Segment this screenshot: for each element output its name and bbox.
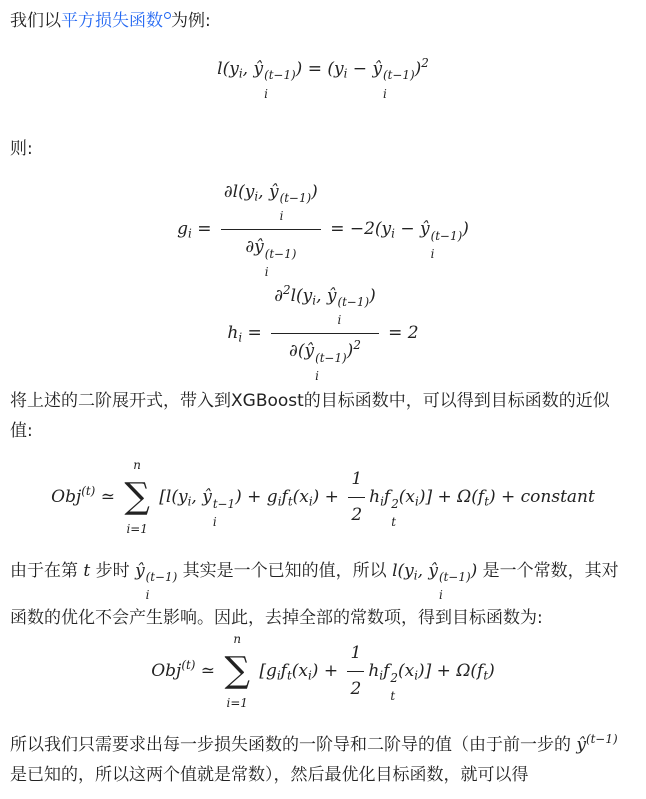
search-icon [164,12,171,19]
math-superscript: (t−1) [264,246,297,261]
math-superscript: (t−1) [279,191,312,206]
math-text: l(y [392,561,414,581]
math-subscript: t [483,668,489,683]
math-text: ) + constant [488,487,595,508]
sum-upper-limit: n [233,632,242,646]
math-text: , ŷ [417,561,438,581]
math-subscript: i [337,313,342,328]
math-text: h [227,323,239,344]
math-subsup [280,190,312,224]
math-text: l(y [290,286,313,306]
math-subscript: i [276,668,281,683]
equation-gradient [0,180,646,280]
math-text: h [368,661,380,682]
math-superscript: (t−1) [430,228,463,243]
math-text: ) + [312,487,345,508]
math-text: = [242,323,268,344]
fraction-denominator [286,334,364,383]
math-subscript: i [315,368,319,383]
math-subsup [383,67,415,101]
math-expression [51,458,595,537]
math-subsup [315,350,347,384]
summation [124,458,149,538]
math-text: ) [470,561,478,581]
math-text: ) [414,59,422,80]
math-expression [151,632,495,711]
paragraph-text: 则: [10,139,33,159]
math-text: (x [291,661,308,682]
math-subscript: i [430,246,435,261]
equation-loss [0,58,646,102]
math-text: ) [462,219,469,240]
math-subscript: i [343,66,348,81]
math-text: f [281,487,288,508]
math-fraction [271,284,379,384]
math-subscript: t [391,514,396,529]
math-text: , ŷ [191,487,212,508]
math-text: ) [311,182,318,202]
math-subscript: i [307,668,312,683]
math-superscript: 2 [283,282,291,297]
math-text: ≃ [195,661,221,682]
math-subsup [431,228,463,262]
math-text: = −2(y [324,219,392,240]
intro-paragraph [10,6,630,36]
math-subscript: t [484,494,489,509]
math-text: ) [488,661,495,682]
math-subscript: i [383,86,387,101]
math-text: [g [253,661,277,682]
math-superscript: (t−1) [337,295,370,310]
math-text: 2 [351,505,363,526]
math-text: (x [397,661,415,682]
math-subscript: i [413,568,418,583]
math-text: − ŷ [394,219,430,240]
math-subsup [146,569,178,603]
math-superscript: (t) [81,484,96,499]
fraction-numerator [271,284,379,334]
math-text: f [383,661,390,682]
paragraph-text: 将上述的二阶展开式，带入到XGBoost的目标函数中，可以得到目标函数的近似值: [10,391,610,441]
math-text: ) [346,341,354,362]
sum-upper-limit: n [133,458,141,472]
sum-lower-limit: i=1 [126,522,148,537]
paragraph-text: 为例: [171,11,211,31]
math-expression [227,282,419,383]
math-superscript: (t−1) [145,570,178,585]
math-superscript: 2 [353,338,361,353]
paragraph-text: 是一个常数，其对函数的优化不会产生影响。因此，去掉全部的常数项，得到目标函数为: [10,561,619,629]
math-subsup [264,67,296,101]
math-text: , ŷ [242,59,264,80]
constant-paragraph [10,556,630,633]
math-superscript: (t−1) [315,350,347,365]
sum-lower-limit: i=1 [226,696,248,711]
math-text: ∂ [274,286,283,306]
math-subscript: t [287,494,293,509]
math-subsup [391,496,399,530]
final-paragraph [10,730,630,790]
math-text: 1 [351,468,363,489]
math-text: − ŷ [347,59,383,80]
math-subsup [439,569,471,603]
math-text: , ŷ [316,286,337,306]
math-text: 2 [350,679,362,700]
math-subscript: i [308,494,313,509]
math-expression [177,182,469,279]
math-subscript: i [187,494,192,509]
math-subscript: t [286,668,292,683]
math-superscript: 2 [421,56,429,70]
paragraph-text: 是已知的，所以这两个值就是常数），然后最优化目标函数，就可以得 [10,765,529,785]
math-expression [217,56,429,101]
math-subscript: i [439,588,443,603]
math-superscript: (t) [181,658,196,673]
math-subscript: i [264,86,268,101]
math-text: ) [369,286,376,306]
inline-math [135,561,178,603]
math-text: = 2 [382,323,419,344]
math-text: Obj [151,661,182,682]
math-text: h [369,487,381,508]
paragraph-text: 所以我们只需要求出每一步损失函数的一阶导和二阶导的值（由于前一步的 [10,735,577,755]
math-subsup [265,246,297,280]
math-subsup [213,496,235,530]
math-text: ≃ [95,487,121,508]
math-superscript: 2 [391,496,399,511]
math-text: 1 [350,642,362,663]
fraction-numerator [221,180,321,230]
equation-objective-simplified [0,632,646,712]
math-text: ) + [311,661,344,682]
math-subscript: i [391,227,395,242]
math-superscript: t−1 [212,496,236,511]
math-text: ∂ŷ [245,237,264,258]
math-subscript: i [414,668,418,683]
inline-math [392,561,478,603]
fraction-denominator [242,230,299,279]
math-subscript: i [277,494,282,509]
math-subsup [390,670,398,704]
math-subscript: i [379,668,384,683]
math-subscript: i [380,494,384,509]
math-subscript: i [415,494,419,509]
paragraph-text: 其实是一个已知的值，所以 [177,561,393,581]
math-text: (x [292,487,309,508]
math-superscript: (t−1) [383,68,415,83]
math-subscript: i [279,209,284,224]
math-subscript: i [238,66,243,81]
fraction-numerator [347,641,364,673]
paragraph-text: 由于在第 [10,561,84,581]
math-text: ŷ [576,735,587,755]
math-fraction [347,641,364,703]
fraction-denominator [348,498,365,529]
math-subscript: i [145,588,150,603]
math-text: t [83,561,91,581]
fraction-denominator [347,672,364,703]
math-subscript: i [212,514,217,529]
math-text: ) = (y [295,59,344,80]
sigma-symbol: ∑ [224,650,250,692]
fraction-numerator [348,467,365,499]
math-text: Obj [51,487,82,508]
math-text: (x [398,487,416,508]
math-superscript: 2 [390,670,398,685]
math-text: ) + g [235,487,278,508]
math-superscript: (t−1) [264,68,296,83]
math-text: l(y [217,59,239,80]
math-subsup [338,294,370,328]
math-text: f [280,661,287,682]
math-fraction [221,180,321,280]
math-text: = [191,219,217,240]
inline-math [576,731,618,755]
math-superscript: (t−1) [586,731,618,746]
math-text: [l(y [153,487,188,508]
math-text: ŷ [135,561,145,581]
math-superscript: (t−1) [439,570,471,585]
equation-objective-full [0,458,646,538]
paragraph-text: 我们以 [10,11,61,31]
math-subscript: i [238,331,243,346]
summation [224,632,249,712]
math-subscript: i [264,264,269,279]
math-text: g [177,219,188,240]
math-text: )] + Ω(f [418,661,484,682]
equation-hessian [0,284,646,384]
math-subscript: t [390,688,396,703]
then-label [10,134,630,164]
math-text: f [383,487,391,508]
math-fraction [348,467,365,529]
math-text: ∂(ŷ [289,341,315,362]
math-text: , ŷ [258,182,279,202]
taylor-paragraph [10,386,630,446]
math-subscript: i [254,189,259,204]
math-text: ∂l(y [223,182,255,202]
paragraph-text: 步时 [90,561,136,581]
math-text: )] + Ω(f [418,487,485,508]
math-subscript: i [188,227,192,242]
sigma-symbol: ∑ [124,476,150,518]
loss-function-link[interactable]: 平方损失函数 [61,11,163,31]
math-subscript: i [312,293,317,308]
